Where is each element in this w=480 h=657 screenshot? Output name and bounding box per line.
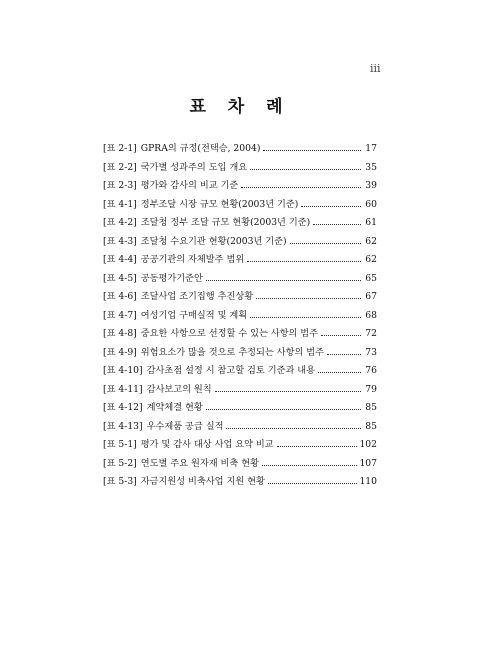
toc-entry-page: 110 xyxy=(359,476,377,487)
toc-entry-label: [표 5-2] xyxy=(103,457,137,469)
toc-entry-title: 공공기관의 자체발주 범위 xyxy=(140,254,245,265)
toc-entry[interactable] xyxy=(103,214,377,233)
toc-entry-title: GPRA의 규정(전택승, 2004) xyxy=(140,143,261,154)
toc-entry-title: 우수제품 공급 실적 xyxy=(146,420,224,432)
toc-entry-label: [표 4-1] xyxy=(103,198,137,210)
toc-dot-leader xyxy=(327,353,361,355)
toc-entry-label: [표 4-13] xyxy=(103,420,143,432)
toc-entry-label: [표 4-2] xyxy=(103,217,137,228)
toc-entry[interactable] xyxy=(103,288,377,307)
toc-dot-leader xyxy=(313,223,361,225)
toc-dot-leader xyxy=(226,427,361,429)
toc-dot-leader xyxy=(277,445,358,447)
toc-entry-page: 62 xyxy=(365,235,377,247)
toc-dot-leader xyxy=(241,186,361,188)
toc-entry-page: 17 xyxy=(365,143,377,154)
toc-entry-page: 102 xyxy=(359,439,377,450)
toc-entry[interactable] xyxy=(103,362,377,381)
toc-dot-leader xyxy=(206,279,361,281)
toc-entry[interactable] xyxy=(103,381,377,400)
toc-entry-title: 조달사업 조기집행 추진상황 xyxy=(140,291,254,302)
toc-entry-label: [표 4-6] xyxy=(103,291,137,302)
toc-entry-page: 60 xyxy=(365,198,377,210)
toc-entry[interactable] xyxy=(103,473,377,492)
toc-entry-label: [표 2-3] xyxy=(103,180,137,191)
toc-entry[interactable] xyxy=(103,177,377,196)
toc-entry[interactable] xyxy=(103,307,377,326)
toc-entry-title: 여성기업 구매실적 및 계획 xyxy=(140,309,248,321)
toc-dot-leader xyxy=(256,297,361,299)
toc-entry-title: 국가별 성과주의 도입 개요 xyxy=(140,161,248,173)
toc-entry-page: 72 xyxy=(365,328,377,339)
toc-entry-label: [표 4-4] xyxy=(103,254,137,265)
toc-entry-label: [표 4-8] xyxy=(103,328,137,339)
toc-entry-title: 자금지원성 비축사업 지원 현황 xyxy=(140,476,265,487)
toc-entry-label: [표 4-11] xyxy=(103,383,143,395)
toc-entry-page: 68 xyxy=(365,309,377,321)
toc-dot-leader xyxy=(290,242,361,244)
toc-entry-page: 39 xyxy=(365,180,377,191)
toc-entry[interactable] xyxy=(103,251,377,270)
toc-entry-title: 조달청 수요기관 현황(2003년 기준) xyxy=(140,235,287,247)
toc-entry-title: 연도별 주요 원자재 비축 현황 xyxy=(140,457,259,469)
toc-entry-title: 위험요소가 많을 것으로 추정되는 사항의 범주 xyxy=(140,346,324,358)
toc-entry-label: [표 4-5] xyxy=(103,272,137,284)
toc-dot-leader xyxy=(247,260,361,262)
toc-entry-label: [표 2-1] xyxy=(103,143,137,154)
toc-entry-title: 감사초점 설정 시 참고할 검토 기준과 내용 xyxy=(146,365,316,376)
toc-entry-page: 35 xyxy=(365,161,377,173)
toc-entry-page: 85 xyxy=(365,402,377,413)
toc-entry-page: 61 xyxy=(365,217,377,228)
toc-entry-title: 계약체결 현황 xyxy=(146,402,203,413)
toc-dot-leader xyxy=(262,464,358,466)
toc-dot-leader xyxy=(318,371,361,373)
table-of-contents-list xyxy=(103,140,377,492)
toc-entry-label: [표 2-2] xyxy=(103,161,137,173)
toc-dot-leader xyxy=(215,390,361,392)
toc-entry-page: 67 xyxy=(365,291,377,302)
toc-entry[interactable] xyxy=(103,270,377,289)
toc-entry-label: [표 5-3] xyxy=(103,476,137,487)
toc-entry-label: [표 4-3] xyxy=(103,235,137,247)
toc-entry-title: 중요한 사항으로 선정할 수 있는 사항의 범주 xyxy=(140,328,319,339)
toc-entry-title: 공동평가기준안 xyxy=(140,272,203,284)
toc-entry[interactable] xyxy=(103,344,377,363)
toc-entry-label: [표 4-7] xyxy=(103,309,137,321)
toc-entry-title: 평가 및 감사 대상 사업 요약 비교 xyxy=(140,439,274,450)
toc-entry-page: 79 xyxy=(365,383,377,395)
toc-dot-leader xyxy=(206,408,361,410)
toc-entry-title: 조달청 정부 조달 규모 현황(2003년 기준) xyxy=(140,217,311,228)
toc-entry-page: 65 xyxy=(365,272,377,284)
toc-dot-leader xyxy=(250,316,361,318)
toc-entry-label: [표 4-12] xyxy=(103,402,143,413)
toc-entry[interactable] xyxy=(103,418,377,437)
toc-entry-label: [표 4-9] xyxy=(103,346,137,358)
toc-entry-page: 107 xyxy=(359,457,377,469)
toc-dot-leader xyxy=(250,168,361,170)
toc-entry[interactable] xyxy=(103,196,377,215)
toc-entry[interactable] xyxy=(103,233,377,252)
toc-entry-label: [표 5-1] xyxy=(103,439,137,450)
toc-dot-leader xyxy=(268,482,358,484)
toc-entry-title: 감사보고의 원칙 xyxy=(146,383,212,395)
toc-entry-title: 평가와 감사의 비교 기준 xyxy=(140,180,239,191)
toc-entry[interactable] xyxy=(103,325,377,344)
toc-entry-page: 62 xyxy=(365,254,377,265)
toc-entry[interactable] xyxy=(103,455,377,474)
toc-dot-leader xyxy=(263,149,361,151)
toc-entry-label: [표 4-10] xyxy=(103,365,143,376)
toc-entry[interactable] xyxy=(103,436,377,455)
toc-entry-page: 85 xyxy=(365,420,377,432)
toc-dot-leader xyxy=(321,334,361,336)
page-title: 표 차 례 xyxy=(189,97,291,117)
toc-entry[interactable] xyxy=(103,159,377,178)
toc-entry-page: 76 xyxy=(365,365,377,376)
toc-entry-page: 73 xyxy=(365,346,377,358)
toc-entry[interactable] xyxy=(103,140,377,159)
page-number: iii xyxy=(370,62,381,75)
toc-entry[interactable] xyxy=(103,399,377,418)
toc-dot-leader xyxy=(301,205,361,207)
toc-entry-title: 정부조달 시장 규모 현황(2003년 기준) xyxy=(140,198,299,210)
